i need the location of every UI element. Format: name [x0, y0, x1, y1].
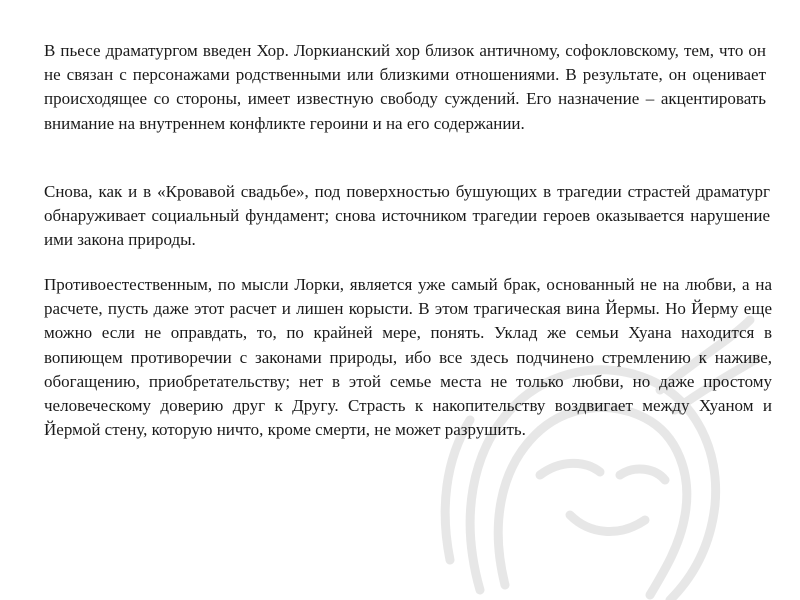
paragraph-chorus: В пьесе драматургом введен Хор. Лоркианский хор близок античному, софокловскому, тем, что он не связан с персонажами родственными или близкими отношениями. В результате, он оценивает происходящее со стороны, имеет известную свободу суждений. Его назначение – акцентировать внимание на внутреннем конфликте героини и на его содержании.: [44, 41, 766, 133]
paragraph-social-foundation: Снова, как и в «Кровавой свадьбе», под поверхностью бушующих в трагедии страстей драматург обнаруживает социальный фундамент; снова источником трагедии героев оказывается нарушение ими закона природы.: [44, 182, 770, 250]
paragraph-marriage: Противоестественным, по мысли Лорки, является уже самый брак, основанный не на любви, а на расчете, пусть даже этот расчет и лишен корысти. В этом трагическая вина Йермы. Но Йерму еще можно если не оправдать, то, по крайней мере, понять. Уклад же семьи Хуана находится в вопиющем противоречии с законами природы, ибо все здесь подчинено стремлению к наживе, обогащению, приобретательству; нет в этой семье места не только любви, но даже простому человеческому доверию друг к Другу. Страсть к накопительству воздвигает между Хуаном и Йермой стену, которую ничто, кроме смерти, не может разрушить.: [44, 275, 772, 440]
